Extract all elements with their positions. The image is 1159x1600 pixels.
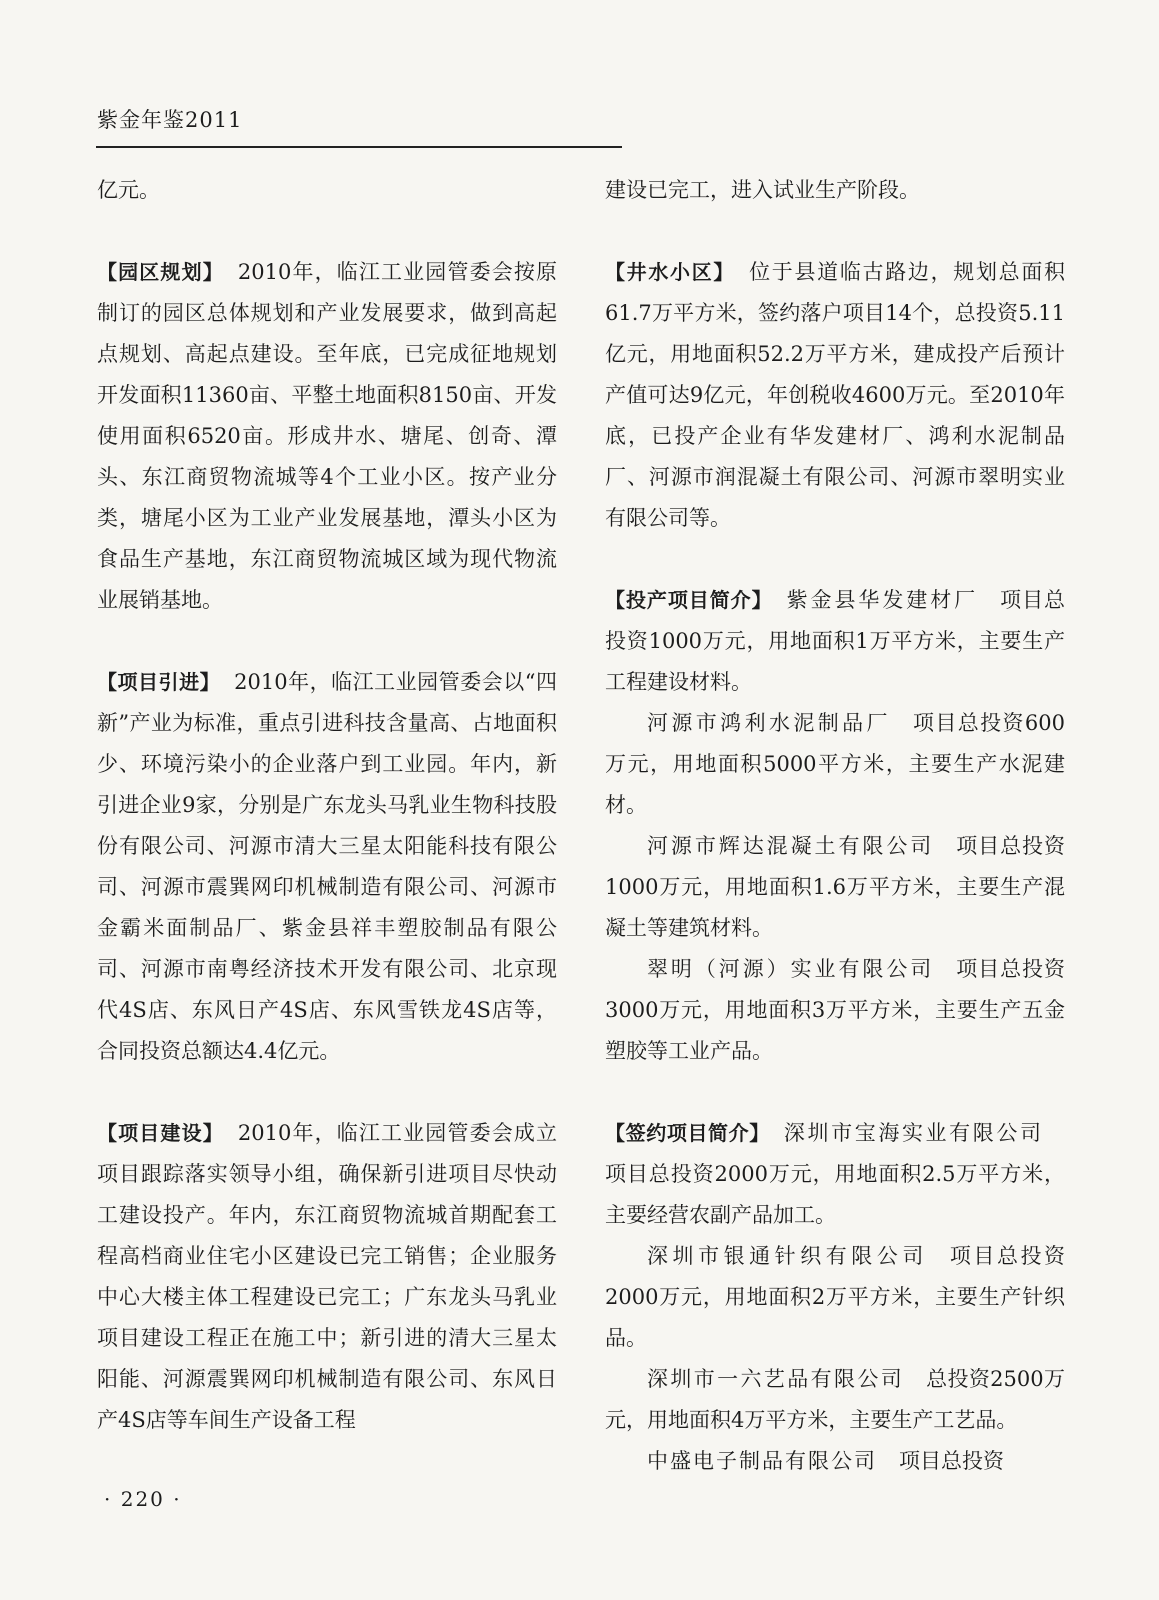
paragraph-company-entry [605,1441,1065,1482]
right-column [605,170,1065,1482]
section-heading-project-introduction: 【项目引进】 [97,670,221,694]
paragraph-company-entry [605,703,1065,826]
left-column [97,170,557,1441]
paragraph-company-entry [605,1236,1065,1359]
paragraph-operating-projects [605,580,1065,703]
paragraph-text: 2010年，临江工业园管委会成立项目跟踪落实领导小组，确保新引进项目尽快动工建设投产。年内，东江商贸物流城首期配套工程高档商业住宅小区建设已完工销售；企业服务中心大楼主体工程建设已完工；广东龙头马乳业项目建设工程正在施工中；新引进的清大三星太阳能、河源震巽网印机械制造有限公司、东风日产4S店等车间生产设备工程 [97,1121,557,1432]
section-heading-jingshui-district: 【井水小区】 [605,260,736,284]
company-name: 紫金县华发建材厂 [786,588,979,612]
company-name: 深圳市银通针织有限公司 [647,1244,928,1268]
paragraph-text: 亿元。 [97,178,160,202]
section-heading-operating-projects: 【投产项目简介】 [605,588,773,612]
paragraph-park-planning [97,252,557,621]
paragraph-text: 项目总投资3000万元，用地面积3万平方米，主要生产五金塑胶等工业产品。 [605,957,1065,1063]
company-name: 河源市辉达混凝土有限公司 [647,834,935,858]
company-name: 翠明（河源）实业有限公司 [647,957,935,981]
paragraph-text: 位于县道临古路边，规划总面积61.7万平方米，签约落户项目14个，总投资5.11亿元，用地面积52.2万平方米，建成投产后预计产值可达9亿元，年创税收4600万元。至2010年底，已投产企业有华发建材厂、鸿利水泥制品厂、河源市润混凝土有限公司、河源市翠明实业有限公司等。 [605,260,1066,530]
paragraph-continuation [605,170,1065,211]
paragraph-company-entry [605,826,1065,949]
paragraph-text: 总投资2500万元，用地面积4万平方米，主要生产工艺品。 [605,1367,1066,1432]
company-name: 深圳市一六艺品有限公司 [647,1367,905,1391]
paragraph-text: 项目总投资1000万元，用地面积1.6万平方米，主要生产混凝土等建筑材料。 [605,834,1065,940]
paragraph-text: 项目总投资2000万元，用地面积2万平方米，主要生产针织品。 [605,1244,1066,1350]
company-name: 河源市鸿利水泥制品厂 [647,711,891,735]
paragraph-continuation [97,170,557,211]
paragraph-text: 项目总投资1000万元，用地面积1万平方米，主要生产工程建设材料。 [605,588,1066,694]
company-name: 深圳市宝海实业有限公司 [783,1121,1044,1145]
section-heading-signed-projects: 【签约项目简介】 [605,1121,770,1145]
section-heading-project-construction: 【项目建设】 [97,1121,224,1145]
company-name: 中盛电子制品有限公司 [647,1449,877,1473]
paragraph-text: 项目总投资600万元，用地面积5000平方米，主要生产水泥建材。 [605,711,1065,817]
paragraph-company-entry [605,949,1065,1072]
paragraph-text: 项目总投资2000万元，用地面积2.5万平方米，主要经营农副产品加工。 [605,1162,1065,1227]
running-header: 紫金年鉴2011 [97,108,243,132]
paragraph-project-introduction [97,662,557,1072]
paragraph-company-entry [605,1359,1065,1441]
paragraph-project-construction [97,1113,557,1441]
paragraph-jingshui-district [605,252,1065,539]
paragraph-text: 项目总投资 [899,1449,1004,1473]
paragraph-text: 2010年，临江工业园管委会以“四新”产业为标准，重点引进科技含量高、占地面积少、环境污染小的企业落户到工业园。年内，新引进企业9家，分别是广东龙头马乳业生物科技股份有限公司、河源市清大三星太阳能科技有限公司、河源市震巽网印机械制造有限公司、河源市金霸米面制品厂、紫金县祥丰塑胶制品有限公司、河源市南粤经济技术开发有限公司、北京现代4S店、东风日产4S店、东风雪铁龙4S店等，合同投资总额达4.4亿元。 [97,670,558,1063]
page-number: · 220 · [104,1487,182,1511]
section-heading-park-planning: 【园区规划】 [97,260,224,284]
paragraph-signed-projects [605,1113,1065,1236]
paragraph-text: 建设已完工，进入试业生产阶段。 [605,178,920,202]
header-rule [96,146,622,148]
paragraph-text: 2010年，临江工业园管委会按原制订的园区总体规划和产业发展要求，做到高起点规划、高起点建设。至年底，已完成征地规划开发面积11360亩、平整土地面积8150亩、开发使用面积6520亩。形成井水、塘尾、创奇、潭头、东江商贸物流城等4个工业小区。按产业分类，塘尾小区为工业产业发展基地，潭头小区为食品生产基地，东江商贸物流城区域为现代物流业展销基地。 [97,260,557,612]
